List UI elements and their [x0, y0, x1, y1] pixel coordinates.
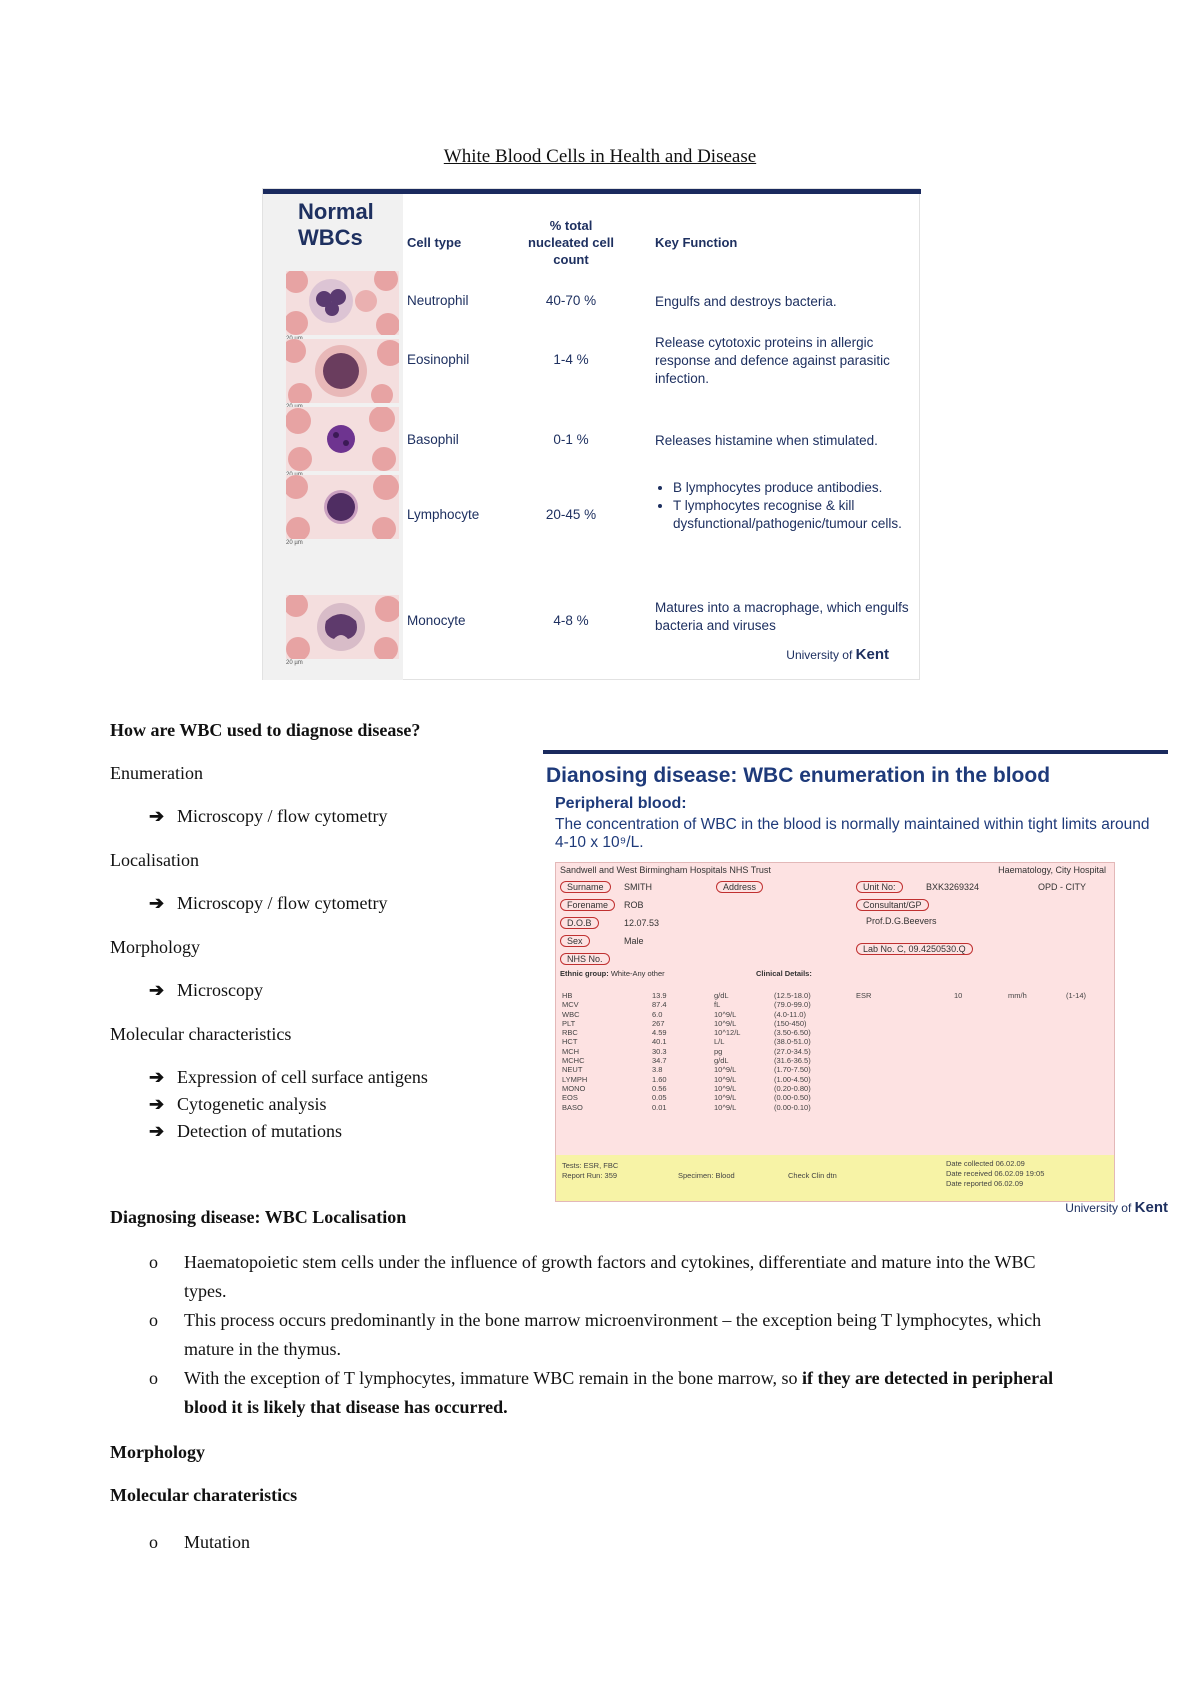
forename-label: Forename: [560, 899, 615, 911]
test-values: 13.9 87.4 6.0 267 4.59 40.1 30.3 34.7 3.8 1.60 0.56 0.05 0.01: [652, 991, 667, 1112]
figure-title: [298, 199, 374, 251]
molecular-method-3: [149, 1121, 342, 1142]
item-molecular: Molecular characteristics: [110, 1024, 292, 1044]
scale-label: 20 µm: [286, 540, 303, 546]
localisation-bullet-3-text: With the exception of T lymphocytes, immature WBC remain in the bone marrow, so: [184, 1368, 802, 1388]
normal-wbc-figure: [262, 188, 920, 680]
kent-text: Kent: [855, 646, 889, 663]
unit-label: Unit No:: [856, 881, 903, 893]
consultant-value: Prof.D.G.Beevers: [866, 916, 937, 926]
item-morphology: Morphology: [110, 937, 200, 957]
ethnic-group: [560, 969, 665, 978]
report-footer: [556, 1155, 1114, 1201]
mutation-bullet: Mutation: [184, 1532, 250, 1552]
lab-number: Lab No. C, 09.4250530.Q: [856, 943, 973, 955]
date-reported: Date reported 06.02.09: [946, 1179, 1024, 1188]
arrow-icon: ➔: [149, 806, 165, 826]
cell-name-basophil: Basophil: [407, 432, 459, 447]
report-dept: Haematology, City Hospital: [998, 865, 1106, 875]
cell-func-neutrophil: Engulfs and destroys bacteria.: [655, 294, 837, 309]
lymphocyte-func-b: • B lymphocytes produce antibodies.: [673, 479, 910, 497]
sex-value: Male: [624, 936, 644, 946]
arrow-icon: ➔: [149, 1067, 165, 1087]
lymphocyte-func-t: • T lymphocytes recognise & kill dysfunctional/pathogenic/tumour cells.: [673, 497, 910, 533]
cell-pct-eosinophil: 1-4 %: [553, 352, 589, 367]
lymphocyte-image: [286, 475, 399, 539]
molecular-method-1-text: Expression of cell surface antigens: [177, 1067, 428, 1087]
bullet-marker: o: [149, 1368, 158, 1388]
localisation-bullet-3-bold: if they are detected in peripheral blood it is likely that disease has occurred.: [184, 1368, 1054, 1417]
cell-name-monocyte: Monocyte: [407, 613, 466, 628]
esr-value: 10: [954, 991, 963, 1000]
monocyte-image: [286, 595, 399, 659]
cell-pct-basophil: 0-1 %: [553, 432, 589, 447]
enumeration-figure-title: Dianosing disease: WBC enumeration in the blood: [546, 764, 1051, 787]
esr-label: ESR: [856, 991, 872, 1000]
enumeration-method: [149, 806, 387, 827]
opd-value: OPD - CITY: [1038, 882, 1087, 892]
surname-label: Surname: [560, 881, 611, 893]
date-received: Date received 06.02.09 19:05: [946, 1169, 1045, 1178]
document-title: White Blood Cells in Health and Disease: [443, 146, 757, 167]
cell-pct-neutrophil: 40-70 %: [545, 293, 597, 308]
cell-name-lymphocyte: Lymphocyte: [407, 507, 480, 522]
localisation-bullet-1: Haematopoietic stem cells under the influence of growth factors and cytokines, differentiate and mature into the WBC types.: [184, 1252, 1036, 1301]
check-clin: Check Clin dtn: [788, 1171, 837, 1180]
university-of-text: University of: [786, 648, 853, 662]
dob-label: D.O.B: [560, 917, 599, 929]
surname-value: SMITH: [624, 882, 652, 892]
arrow-icon: ➔: [149, 893, 165, 913]
address-label: Address: [716, 881, 763, 893]
enumeration-figure-text: The concentration of WBC in the blood is normally maintained within tight limits around 4-10 x 10⁹/L.: [555, 816, 1150, 851]
cell-name-eosinophil: Eosinophil: [407, 352, 470, 367]
arrow-icon: ➔: [149, 1094, 165, 1114]
forename-value: ROB: [624, 900, 644, 910]
university-of-text: University of: [1065, 1201, 1132, 1215]
morphology-method-text: Microscopy: [177, 980, 263, 1000]
figure-top-line: [543, 750, 1168, 754]
report-hospital: Sandwell and West Birmingham Hospitals NHS Trust: [560, 865, 771, 875]
enumeration-figure-subtitle: Peripheral blood:: [555, 795, 687, 812]
molecular-method-2-text: Cytogenetic analysis: [177, 1094, 327, 1114]
tests-footer: Tests: ESR, FBC: [562, 1161, 619, 1170]
dob-value: 12.07.53: [624, 918, 660, 928]
ethnic-label: Ethnic group:: [560, 969, 609, 978]
kent-text: Kent: [1134, 1199, 1168, 1216]
neutrophil-image: [286, 271, 399, 335]
localisation-bullet-2: This process occurs predominantly in the bone marrow microenvironment – the exception being T lymphocytes, which mature in the thymus.: [184, 1310, 1042, 1359]
clinical-details-label: Clinical Details:: [756, 969, 812, 978]
section2-heading: Diagnosing disease: WBC Localisation: [110, 1207, 407, 1227]
figure-title-line2: WBCs: [298, 225, 363, 250]
report-run: Report Run: 359: [562, 1171, 618, 1180]
item-localisation: Localisation: [110, 850, 199, 870]
esr-unit: mm/h: [1008, 991, 1027, 1000]
cell-func-monocyte: Matures into a macrophage, which engulfs bacteria and viruses: [655, 600, 909, 633]
localisation-bullet-3: [184, 1364, 1064, 1422]
sex-label: Sex: [560, 935, 590, 947]
consultant-label: Consultant/GP: [856, 899, 929, 911]
test-names: HB MCV WBC PLT RBC HCT MCH MCHC NEUT LYMPH MONO EOS BASO: [562, 991, 588, 1112]
bullet-marker: o: [149, 1310, 158, 1330]
header-percent: [516, 217, 626, 268]
cell-pct-lymphocyte: 20-45 %: [545, 507, 597, 522]
cell-name-neutrophil: Neutrophil: [407, 293, 469, 308]
blood-report: [555, 862, 1115, 1202]
arrow-icon: ➔: [149, 1121, 165, 1141]
date-collected: Date collected 06.02.09: [946, 1159, 1025, 1168]
section3-heading: Morphology: [110, 1442, 206, 1462]
test-units: g/dL fL 10^9/L 10^9/L 10^12/L L/L pg g/dL 10^9/L 10^9/L 10^9/L 10^9/L 10^9/L: [714, 991, 741, 1112]
section4-heading: Molecular charateristics: [110, 1485, 298, 1505]
nhs-label: NHS No.: [560, 953, 610, 965]
cell-func-lymphocyte: [655, 479, 910, 533]
arrow-icon: ➔: [149, 980, 165, 1000]
header-cell-type: Cell type: [407, 235, 462, 250]
ethnic-value: White-Any other: [610, 969, 665, 978]
cell-func-eosinophil: Release cytotoxic proteins in allergic response and defence against parasitic infection.: [655, 335, 890, 386]
header-percent-line2: nucleated cell: [528, 235, 614, 250]
bullet-marker: o: [149, 1532, 158, 1552]
localisation-method: [149, 893, 387, 914]
esr-range: (1-14): [1066, 991, 1087, 1000]
scale-label: 20 µm: [286, 660, 303, 666]
section1-heading: How are WBC used to diagnose disease?: [110, 720, 421, 740]
header-percent-line1: % total: [549, 218, 593, 233]
item-enumeration: Enumeration: [110, 763, 203, 783]
specimen: Specimen: Blood: [678, 1171, 735, 1180]
molecular-method-1: [149, 1067, 428, 1088]
molecular-method-2: [149, 1094, 326, 1115]
header-key-function: Key Function: [655, 235, 738, 250]
header-percent-line3: count: [553, 252, 589, 267]
university-logo: [1065, 1199, 1168, 1216]
test-ranges: (12.5-18.0) (79.0-99.0) (4.0-11.0) (150-450) (3.50-6.50) (38.0-51.0) (27.0-34.5) (31.6-36.5) (1.70-7.50) (1.00-4.50) (0.20-0.80) (0.00-0.50) (0.00-0.10): [774, 991, 811, 1112]
eosinophil-image: [286, 339, 399, 403]
bullet-marker: o: [149, 1252, 158, 1272]
unit-value: BXK3269324: [926, 882, 980, 892]
morphology-method: [149, 980, 263, 1001]
figure-title-line1: Normal: [298, 199, 374, 224]
wbc-enumeration-figure: [543, 750, 1168, 1224]
cell-pct-monocyte: 4-8 %: [553, 613, 589, 628]
cell-func-basophil: Releases histamine when stimulated.: [655, 433, 878, 448]
basophil-image: [286, 407, 399, 471]
localisation-method-text: Microscopy / flow cytometry: [177, 893, 388, 913]
university-logo: [786, 646, 889, 663]
enumeration-method-text: Microscopy / flow cytometry: [177, 806, 388, 826]
molecular-method-3-text: Detection of mutations: [177, 1121, 342, 1141]
